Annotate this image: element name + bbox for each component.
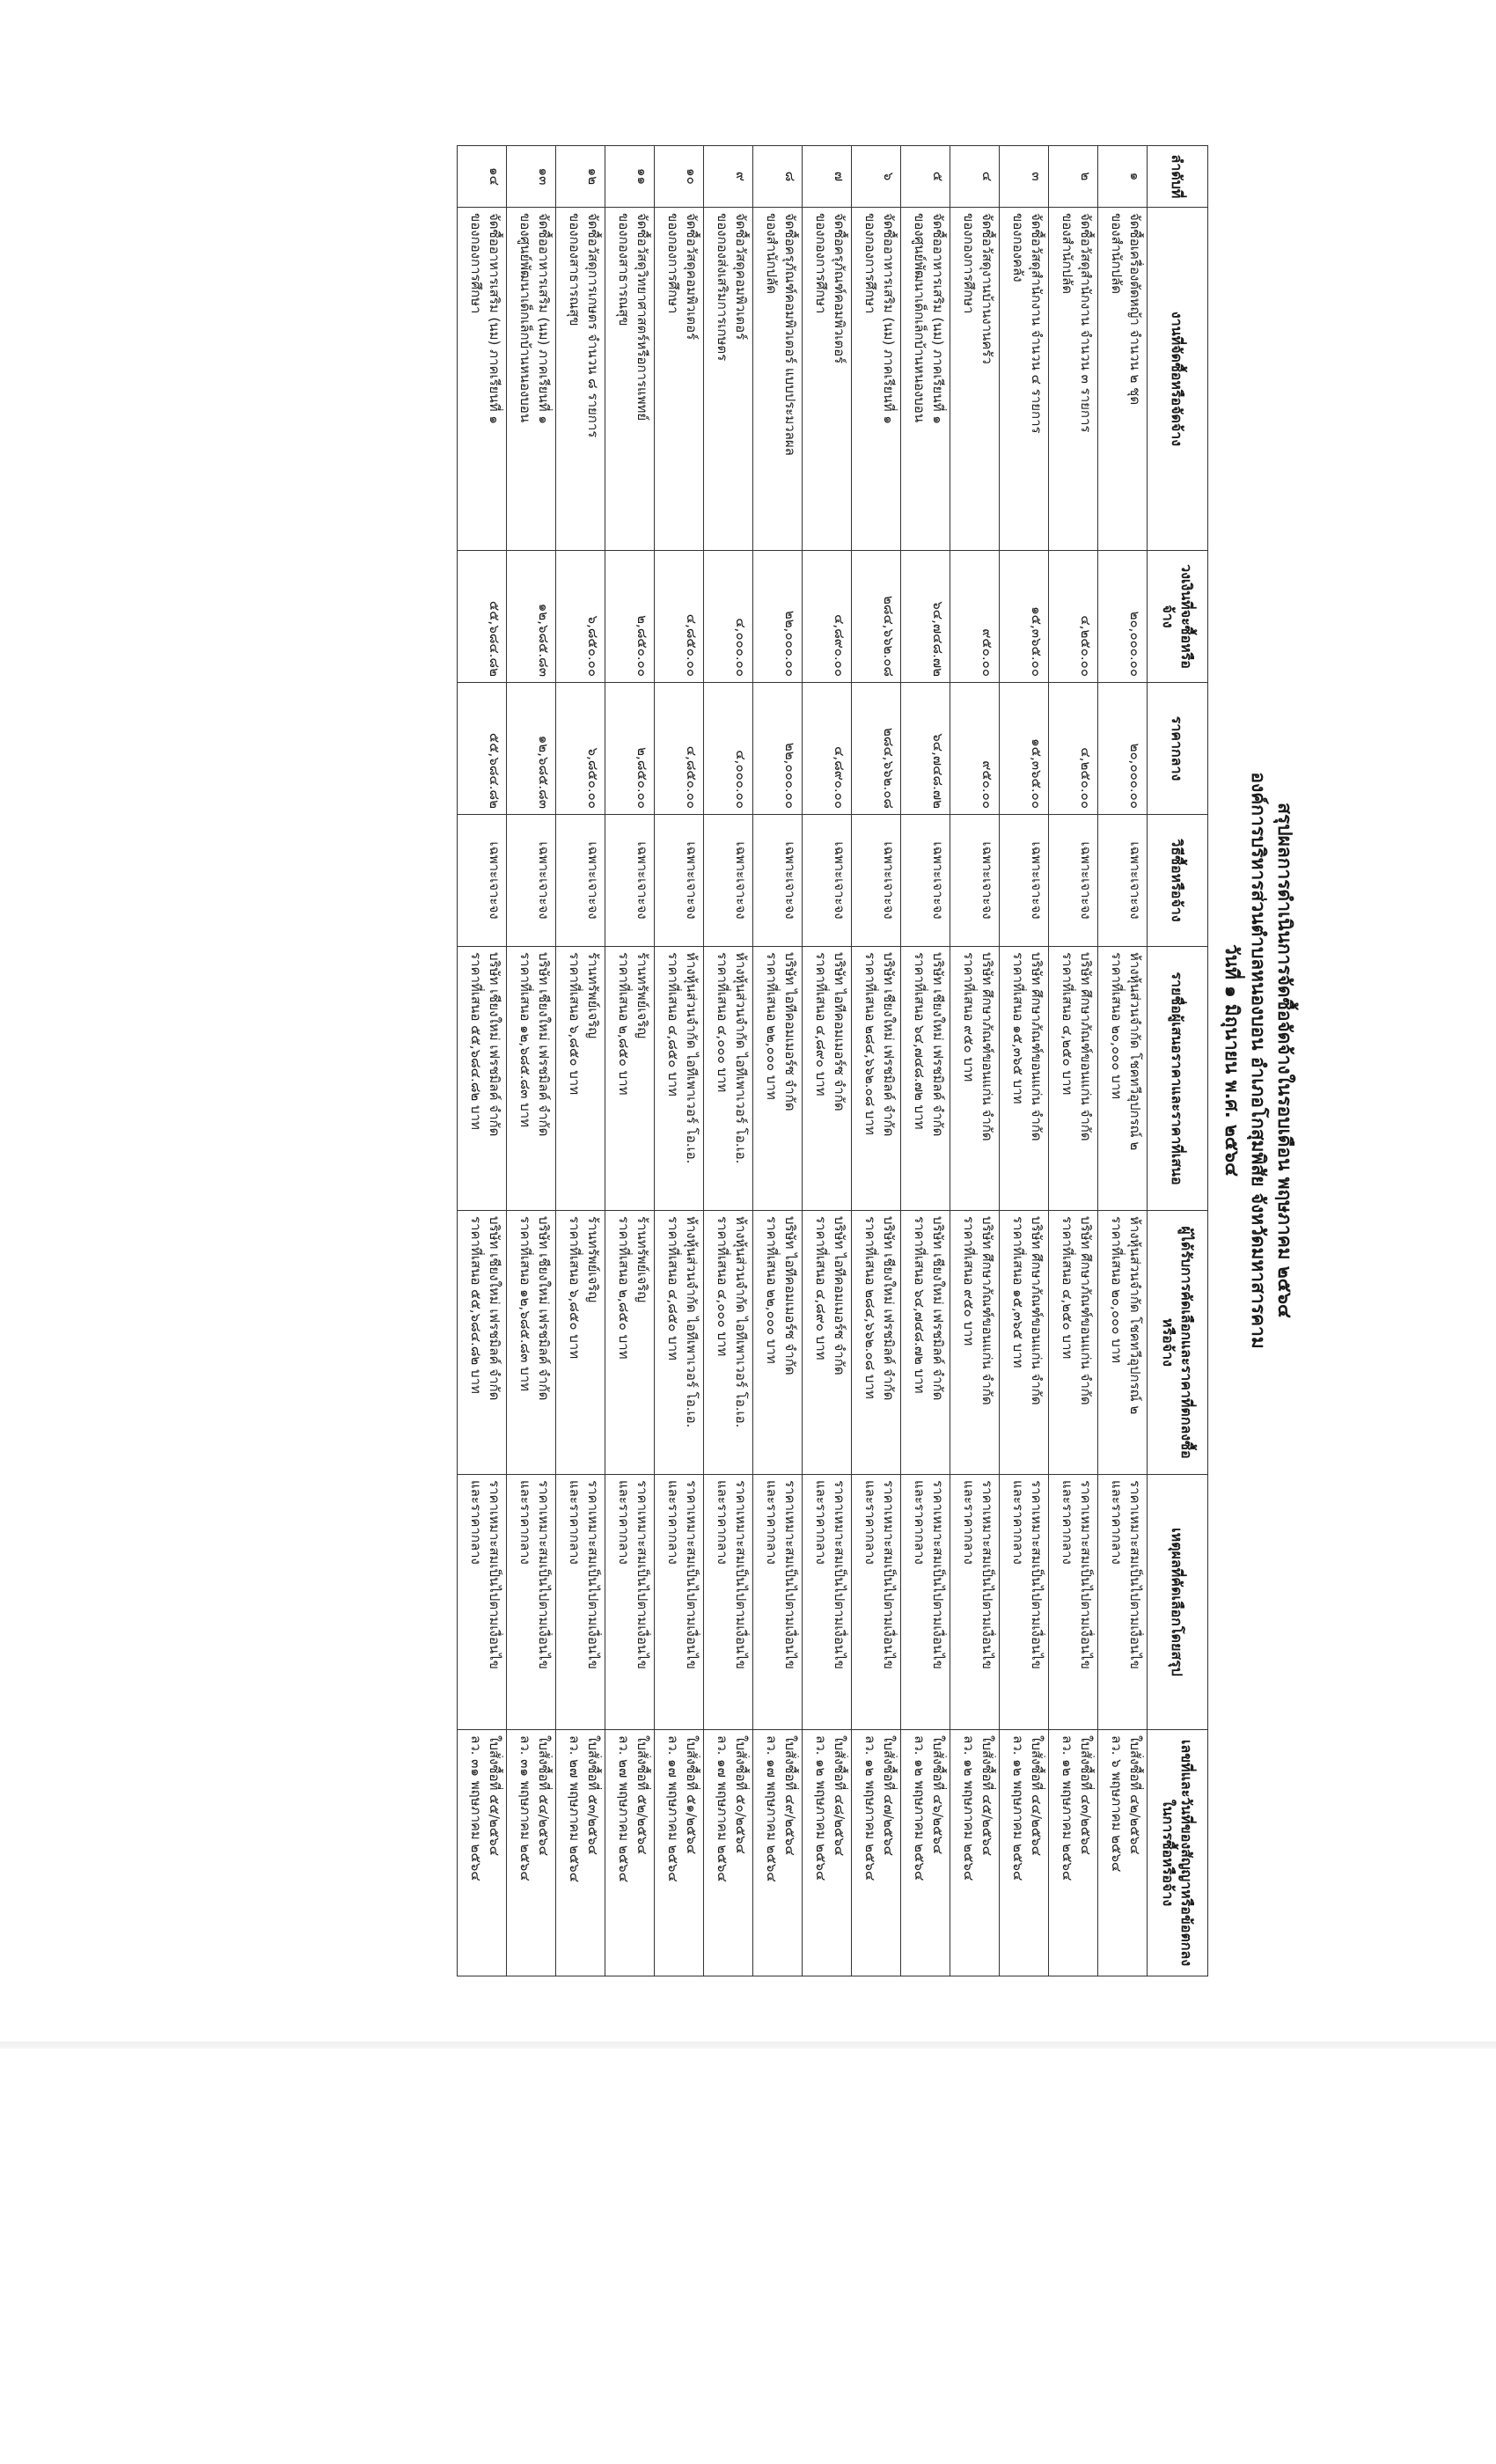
- procurement-item-line: จัดซื้อครุภัณฑ์คอมพิวเตอร์: [832, 213, 847, 364]
- contract-reference-line: ใบสั่งซื้อที่ ๔๖/๒๕๖๔: [930, 1735, 946, 1855]
- contract-reference: [1049, 1730, 1098, 1976]
- contract-reference-line: ใบสั่งซื้อที่ ๕๕/๒๕๖๔: [487, 1735, 502, 1857]
- selection-reason-line: ราคาเหมาะสมเป็นไปตามเงื่อนไข: [585, 1480, 601, 1669]
- selected-vendor-line: ราคาที่เสนอ ๔,๘๕๐ บาท: [665, 1216, 681, 1360]
- bidder-and-price-line: ห้างหุ้นส่วนจำกัด โชคทวีอุปกรณ์ ๒: [1127, 952, 1143, 1151]
- bidder-and-price: [753, 947, 803, 1211]
- selection-reason-line: ราคาเหมาะสมเป็นไปตามเงื่อนไข: [782, 1480, 798, 1669]
- contract-reference: [655, 1730, 704, 1976]
- selected-vendor-line: ห้างหุ้นส่วนจำกัด ไอทีเพาเวอร์ โอ.เอ.: [733, 1216, 749, 1428]
- selected-vendor-line: ราคาที่เสนอ ๕๕,๖๘๔.๘๒ บาท: [468, 1216, 484, 1394]
- bidder-and-price-line: บริษัท ไอทีคอมเมอร์ซ จำกัด: [782, 952, 798, 1111]
- contract-reference-line: ใบสั่งซื้อที่ ๕๔/๒๕๖๔: [536, 1735, 552, 1857]
- selection-reason-line: ราคาเหมาะสมเป็นไปตามเงื่อนไข: [979, 1480, 995, 1669]
- procurement-item: [950, 208, 1000, 551]
- median-price: ๔,๐๐๐.๐๐: [704, 683, 753, 815]
- bidder-and-price-line: บริษัท เชียงใหม่ เฟรชมิลค์ จำกัด: [487, 952, 502, 1137]
- selection-reason: [753, 1475, 803, 1730]
- contract-reference-line: ใบสั่งซื้อที่ ๕๑/๒๕๖๔: [684, 1735, 700, 1855]
- table-row: [852, 146, 901, 1976]
- bidder-and-price: [901, 947, 950, 1211]
- procurement-item-line: จัดซื้อครุภัณฑ์คอมพิวเตอร์ แบบประมวลผล: [782, 213, 798, 456]
- contract-reference-line: ลว. ๒๗ พฤษภาคม ๒๕๖๔: [567, 1735, 583, 1883]
- contract-reference: [556, 1730, 605, 1976]
- table-row: [1000, 146, 1049, 1976]
- table-row: [1049, 146, 1098, 1976]
- median-price: ๕๕,๖๘๔.๘๒: [458, 683, 507, 815]
- selection-reason-line: ราคาเหมาะสมเป็นไปตามเงื่อนไข: [634, 1480, 650, 1669]
- col-header-median-price: ราคากลาง: [1148, 683, 1208, 815]
- contract-reference-line: ลว. ๓๑ พฤษภาคม ๒๕๖๔: [468, 1735, 484, 1881]
- selection-reason: [655, 1475, 704, 1730]
- selected-vendor: [507, 1211, 556, 1475]
- procurement-item-line: ของกองส่งเสริมการเกษตร: [715, 213, 730, 362]
- contract-reference: [704, 1730, 753, 1976]
- procurement-item-line: จัดซื้อวัสดุวิทยาศาสตร์หรือการแพทย์: [634, 213, 650, 422]
- contract-reference-line: ลว. ๑๒ พฤษภาคม ๒๕๖๔: [1060, 1735, 1075, 1881]
- procurement-item-line: ของกองการศึกษา: [665, 213, 681, 314]
- selection-reason: [458, 1475, 507, 1730]
- procurement-method: เฉพาะเจาะจง: [1000, 815, 1049, 947]
- selected-vendor-line: ราคาที่เสนอ ๔,๐๐๐ บาท: [715, 1216, 730, 1357]
- table-row: [1098, 146, 1148, 1976]
- col-header-method: วิธีซื้อหรือจ้าง: [1148, 815, 1208, 947]
- procurement-item-line: ของกองการศึกษา: [961, 213, 977, 314]
- bidder-and-price-line: บริษัท ศึกษาภัณฑ์ขอนแก่น จำกัด: [1078, 952, 1094, 1141]
- procurement-item-line: จัดซื้ออาหารเสริม (นม) ภาคเรียนที่ ๑: [881, 213, 897, 424]
- table-row: [556, 146, 605, 1976]
- bidder-and-price-line: ราคาที่เสนอ ๖๔,๗๔๘.๗๒ บาท: [912, 952, 928, 1130]
- budget-amount: ๔,๐๐๐.๐๐: [704, 551, 753, 683]
- bidder-and-price-line: บริษัท เชียงใหม่ เฟรชมิลค์ จำกัด: [536, 952, 552, 1137]
- bidder-and-price-line: ราคาที่เสนอ ๙๕๐ บาท: [961, 952, 977, 1082]
- contract-reference-line: ใบสั่งซื้อที่ ๕๓/๒๕๖๔: [585, 1735, 601, 1855]
- selected-vendor-line: บริษัท ไอทีคอมเมอร์ซ จำกัด: [782, 1216, 798, 1375]
- procurement-item-line: ของกองการศึกษา: [468, 213, 484, 314]
- procurement-item: [605, 208, 655, 551]
- row-number: ๔: [950, 146, 1000, 208]
- contract-reference: [507, 1730, 556, 1976]
- selection-reason-line: และราคากลาง: [616, 1480, 632, 1565]
- procurement-item: [803, 208, 852, 551]
- contract-reference-line: ลว. ๓๑ พฤษภาคม ๒๕๖๔: [517, 1735, 533, 1881]
- procurement-method: เฉพาะเจาะจง: [605, 815, 655, 947]
- selection-reason: [507, 1475, 556, 1730]
- table-body: [458, 146, 1148, 1976]
- selected-vendor: [753, 1211, 803, 1475]
- table-row: [605, 146, 655, 1976]
- budget-amount: ๑๕,๓๖๕.๐๐: [1000, 551, 1049, 683]
- selection-reason-line: ราคาเหมาะสมเป็นไปตามเงื่อนไข: [1127, 1480, 1143, 1669]
- contract-reference-line: ใบสั่งซื้อที่ ๔๘/๒๕๖๔: [832, 1735, 847, 1857]
- selection-reason-line: และราคากลาง: [715, 1480, 730, 1565]
- selection-reason: [950, 1475, 1000, 1730]
- contract-reference-line: ใบสั่งซื้อที่ ๔๗/๒๕๖๔: [881, 1735, 897, 1856]
- selected-vendor: [950, 1211, 1000, 1475]
- bidder-and-price-line: ราคาที่เสนอ ๒๘๔,๖๖๒.๐๘ บาท: [862, 952, 878, 1135]
- contract-reference: [458, 1730, 507, 1976]
- selection-reason-line: และราคากลาง: [912, 1480, 928, 1565]
- budget-amount: ๖๔,๗๔๘.๗๒: [901, 551, 950, 683]
- bidder-and-price-line: ราคาที่เสนอ ๔,๐๐๐ บาท: [715, 952, 730, 1093]
- selected-vendor-line: ราคาที่เสนอ ๔,๘๙๐ บาท: [813, 1216, 829, 1360]
- contract-reference-line: ลว. ๖ พฤษภาคม ๒๕๖๔: [1109, 1735, 1125, 1873]
- contract-reference-line: ใบสั่งซื้อที่ ๔๓/๒๕๖๔: [1078, 1735, 1094, 1855]
- budget-amount: ๒๐,๐๐๐.๐๐: [1098, 551, 1148, 683]
- procurement-item-line: ของสำนักปลัด: [764, 213, 780, 294]
- procurement-method: เฉพาะเจาะจง: [458, 815, 507, 947]
- budget-amount: ๔,๒๕๐.๐๐: [1049, 551, 1098, 683]
- selection-reason-line: ราคาเหมาะสมเป็นไปตามเงื่อนไข: [684, 1480, 700, 1669]
- selection-reason-line: ราคาเหมาะสมเป็นไปตามเงื่อนไข: [1078, 1480, 1094, 1669]
- selected-vendor-line: ราคาที่เสนอ ๙๕๐ บาท: [961, 1216, 977, 1346]
- procurement-item-line: จัดซื้อวัสดุสำนักงาน จำนวน ๔ รายการ: [1029, 213, 1045, 434]
- procurement-item-line: จัดซื้ออาหารเสริม (นม) ภาคเรียนที่ ๑: [487, 213, 502, 424]
- procurement-item-line: จัดซื้ออาหารเสริม (นม) ภาคเรียนที่ ๑: [536, 213, 552, 424]
- procurement-item-line: ของกองสาธารณสุข: [567, 213, 583, 326]
- selection-reason-line: ราคาเหมาะสมเป็นไปตามเงื่อนไข: [733, 1480, 749, 1669]
- contract-reference: [753, 1730, 803, 1976]
- contract-reference-line: ใบสั่งซื้อที่ ๔๔/๒๕๖๔: [1029, 1735, 1045, 1857]
- rotated-document-page: [198, 145, 1298, 1976]
- bidder-and-price: [852, 947, 901, 1211]
- contract-reference: [1098, 1730, 1148, 1976]
- selected-vendor-line: ห้างหุ้นส่วนจำกัด ไอทีเพาเวอร์ โอ.เอ.: [684, 1216, 700, 1428]
- procurement-item: [458, 208, 507, 551]
- row-number: ๑๒: [556, 146, 605, 208]
- bidder-and-price-line: ราคาที่เสนอ ๒๒,๐๐๐ บาท: [764, 952, 780, 1100]
- col-header-item: งานที่จัดซื้อหรือจัดจ้าง: [1148, 208, 1208, 551]
- selection-reason: [704, 1475, 753, 1730]
- selected-vendor-line: บริษัท ศึกษาภัณฑ์ขอนแก่น จำกัด: [1029, 1216, 1045, 1405]
- budget-amount: ๒๒,๐๐๐.๐๐: [753, 551, 803, 683]
- bidder-and-price-line: ห้างหุ้นส่วนจำกัด ไอทีเพาเวอร์ โอ.เอ.: [733, 952, 749, 1164]
- bidder-and-price-line: บริษัท ไอทีคอมเมอร์ซ จำกัด: [832, 952, 847, 1111]
- procurement-method: เฉพาะเจาะจง: [655, 815, 704, 947]
- selected-vendor: [1098, 1211, 1148, 1475]
- col-header-budget: วงเงินที่จะซื้อหรือจ้าง: [1148, 551, 1208, 683]
- scan-edge-shadow: [0, 2042, 1496, 2049]
- selected-vendor: [1000, 1211, 1049, 1475]
- selected-vendor-line: ราคาที่เสนอ ๒๘๔,๖๖๒.๐๘ บาท: [862, 1216, 878, 1399]
- organization-name: องค์การบริหารส่วนตำบลหนองบอน อำเภอโกสุมพิสัย จังหวัดมหาสารคาม: [1248, 772, 1269, 1349]
- col-header-winner: ผู้ได้รับการคัดเลือกและราคาที่ตกลงซื้อหรือจ้าง: [1148, 1211, 1208, 1475]
- selection-reason-line: และราคากลาง: [1109, 1480, 1125, 1565]
- procurement-method: เฉพาะเจาะจง: [753, 815, 803, 947]
- bidder-and-price-line: บริษัท ศึกษาภัณฑ์ขอนแก่น จำกัด: [979, 952, 995, 1141]
- bidder-and-price: [1000, 947, 1049, 1211]
- row-number: ๑๔: [458, 146, 507, 208]
- contract-reference: [605, 1730, 655, 1976]
- procurement-item-line: ของกองการศึกษา: [813, 213, 829, 314]
- selected-vendor-line: บริษัท เชียงใหม่ เฟรชมิลค์ จำกัด: [536, 1216, 552, 1401]
- contract-reference-line: ลว. ๑๗ พฤษภาคม ๒๕๖๔: [715, 1735, 730, 1882]
- contract-reference-line: ลว. ๑๗ พฤษภาคม ๒๕๖๔: [665, 1735, 681, 1882]
- table-row: [655, 146, 704, 1976]
- selected-vendor-line: บริษัท ศึกษาภัณฑ์ขอนแก่น จำกัด: [1078, 1216, 1094, 1405]
- selection-reason-line: และราคากลาง: [468, 1480, 484, 1565]
- bidder-and-price: [704, 947, 753, 1211]
- selected-vendor-line: ราคาที่เสนอ ๑๒,๖๘๕.๘๓ บาท: [517, 1216, 533, 1391]
- contract-reference-line: ลว. ๑๒ พฤษภาคม ๒๕๖๔: [862, 1735, 878, 1881]
- row-number: ๖: [852, 146, 901, 208]
- procurement-method: เฉพาะเจาะจง: [704, 815, 753, 947]
- selection-reason-line: และราคากลาง: [764, 1480, 780, 1565]
- bidder-and-price: [507, 947, 556, 1211]
- bidder-and-price-line: ราคาที่เสนอ ๕๕,๖๘๔.๘๒ บาท: [468, 952, 484, 1130]
- procurement-method: เฉพาะเจาะจง: [950, 815, 1000, 947]
- selected-vendor-line: ราคาที่เสนอ ๔,๒๕๐ บาท: [1060, 1216, 1075, 1360]
- selection-reason: [803, 1475, 852, 1730]
- row-number: ๘: [753, 146, 803, 208]
- selection-reason-line: และราคากลาง: [813, 1480, 829, 1565]
- contract-reference-line: ลว. ๒๗ พฤษภาคม ๒๕๖๔: [616, 1735, 632, 1883]
- document-header: [1219, 145, 1298, 1976]
- selected-vendor: [458, 1211, 507, 1475]
- selection-reason: [605, 1475, 655, 1730]
- procurement-item-line: ของกองสาธารณสุข: [616, 213, 632, 326]
- bidder-and-price-line: ราคาที่เสนอ ๑๒,๖๘๕.๘๓ บาท: [517, 952, 533, 1127]
- procurement-item-line: ของสำนักปลัด: [1109, 213, 1125, 294]
- budget-amount: ๖,๘๕๐.๐๐: [556, 551, 605, 683]
- bidder-and-price: [803, 947, 852, 1211]
- procurement-item-line: ของศูนย์พัฒนาเด็กเล็กบ้านหนองบอน: [517, 213, 533, 423]
- row-number: ๒: [1049, 146, 1098, 208]
- median-price: ๖๔,๗๔๘.๗๒: [901, 683, 950, 815]
- selection-reason-line: ราคาเหมาะสมเป็นไปตามเงื่อนไข: [881, 1480, 897, 1669]
- budget-amount: ๔,๘๕๐.๐๐: [655, 551, 704, 683]
- table-row: [507, 146, 556, 1976]
- selected-vendor-line: ราคาที่เสนอ ๖๔,๗๔๘.๗๒ บาท: [912, 1216, 928, 1394]
- contract-reference: [852, 1730, 901, 1976]
- selected-vendor-line: ร้านทรัพย์เจริญ: [585, 1216, 601, 1303]
- bidder-and-price: [1098, 947, 1148, 1211]
- table-row: [803, 146, 852, 1976]
- row-number: ๑๑: [605, 146, 655, 208]
- selection-reason: [852, 1475, 901, 1730]
- table-header-row: [1148, 146, 1208, 1976]
- document-date: วันที่ ๑ มิถุนายน พ.ศ. ๒๕๖๔: [1221, 943, 1243, 1177]
- procurement-item-line: จัดซื้อเครื่องตัดหญ้า จำนวน ๒ ชุด: [1127, 213, 1143, 406]
- table-row: [950, 146, 1000, 1976]
- procurement-item-line: จัดซื้อวัสดุคอมพิวเตอร์: [684, 213, 700, 341]
- bidder-and-price-line: บริษัท เชียงใหม่ เฟรชมิลค์ จำกัด: [930, 952, 946, 1137]
- procurement-method: เฉพาะเจาะจง: [1049, 815, 1098, 947]
- selection-reason-line: และราคากลาง: [961, 1480, 977, 1565]
- procurement-item: [507, 208, 556, 551]
- procurement-method: เฉพาะเจาะจง: [1098, 815, 1148, 947]
- bidder-and-price-line: ราคาที่เสนอ ๒,๘๕๐ บาท: [616, 952, 632, 1096]
- median-price: ๔,๘๙๐.๐๐: [803, 683, 852, 815]
- contract-reference-line: ลว. ๑๒ พฤษภาคม ๒๕๖๔: [912, 1735, 928, 1881]
- bidder-and-price: [605, 947, 655, 1211]
- selection-reason: [901, 1475, 950, 1730]
- budget-amount: ๕๕,๖๘๔.๘๒: [458, 551, 507, 683]
- procurement-item-line: ของกองการศึกษา: [862, 213, 878, 314]
- contract-reference-line: ลว. ๑๒ พฤษภาคม ๒๕๖๔: [813, 1735, 829, 1881]
- bidder-and-price: [655, 947, 704, 1211]
- selected-vendor-line: บริษัท เชียงใหม่ เฟรชมิลค์ จำกัด: [487, 1216, 502, 1401]
- selected-vendor: [605, 1211, 655, 1475]
- table-row: [901, 146, 950, 1976]
- bidder-and-price-line: ร้านทรัพย์เจริญ: [634, 952, 650, 1039]
- selection-reason-line: ราคาเหมาะสมเป็นไปตามเงื่อนไข: [1029, 1480, 1045, 1669]
- contract-reference-line: ใบสั่งซื้อที่ ๔๕/๒๕๖๔: [979, 1735, 995, 1857]
- selected-vendor-line: ร้านทรัพย์เจริญ: [634, 1216, 650, 1303]
- bidder-and-price-line: ราคาที่เสนอ ๒๐,๐๐๐ บาท: [1109, 952, 1125, 1100]
- contract-reference-line: ใบสั่งซื้อที่ ๕๐/๒๕๖๔: [733, 1735, 749, 1854]
- median-price: ๔,๒๕๐.๐๐: [1049, 683, 1098, 815]
- selection-reason: [1049, 1475, 1098, 1730]
- table-row: [753, 146, 803, 1976]
- procurement-item-line: จัดซื้อวัสดุงานบ้านงานครัว: [979, 213, 995, 364]
- bidder-and-price-line: ห้างหุ้นส่วนจำกัด ไอทีเพาเวอร์ โอ.เอ.: [684, 952, 700, 1164]
- median-price: ๒,๘๕๐.๐๐: [605, 683, 655, 815]
- selected-vendor-line: ราคาที่เสนอ ๒๒,๐๐๐ บาท: [764, 1216, 780, 1364]
- selection-reason: [1098, 1475, 1148, 1730]
- budget-amount: ๒,๘๕๐.๐๐: [605, 551, 655, 683]
- procurement-table: [457, 145, 1208, 1976]
- row-number: ๓: [1000, 146, 1049, 208]
- col-header-bidders: รายชื่อผู้เสนอราคาและราคาที่เสนอ: [1148, 947, 1208, 1211]
- budget-amount: ๙๕๐.๐๐: [950, 551, 1000, 683]
- budget-amount: ๑๒,๖๘๕.๘๓: [507, 551, 556, 683]
- selected-vendor: [704, 1211, 753, 1475]
- selection-reason-line: และราคากลาง: [517, 1480, 533, 1565]
- procurement-item: [556, 208, 605, 551]
- contract-reference-line: ใบสั่งซื้อที่ ๔๙/๒๕๖๔: [782, 1735, 798, 1856]
- selection-reason-line: และราคากลาง: [567, 1480, 583, 1565]
- selected-vendor-line: ห้างหุ้นส่วนจำกัด โชคทวีอุปกรณ์ ๒: [1127, 1216, 1143, 1415]
- procurement-method: เฉพาะเจาะจง: [803, 815, 852, 947]
- selection-reason-line: และราคากลาง: [862, 1480, 878, 1565]
- selection-reason-line: ราคาเหมาะสมเป็นไปตามเงื่อนไข: [930, 1480, 946, 1669]
- selected-vendor-line: บริษัท เชียงใหม่ เฟรชมิลค์ จำกัด: [881, 1216, 897, 1401]
- median-price: ๙๕๐.๐๐: [950, 683, 1000, 815]
- median-price: ๒๐,๐๐๐.๐๐: [1098, 683, 1148, 815]
- selection-reason-line: ราคาเหมาะสมเป็นไปตามเงื่อนไข: [536, 1480, 552, 1669]
- selected-vendor-line: บริษัท ไอทีคอมเมอร์ซ จำกัด: [832, 1216, 847, 1375]
- contract-reference-line: ลว. ๑๒ พฤษภาคม ๒๕๖๔: [961, 1735, 977, 1881]
- procurement-item-line: ของกองคลัง: [1010, 213, 1026, 282]
- budget-amount: ๔,๘๙๐.๐๐: [803, 551, 852, 683]
- procurement-item: [1098, 208, 1148, 551]
- bidder-and-price-line: ราคาที่เสนอ ๔,๒๕๐ บาท: [1060, 952, 1075, 1096]
- bidder-and-price-line: บริษัท ศึกษาภัณฑ์ขอนแก่น จำกัด: [1029, 952, 1045, 1141]
- procurement-item: [852, 208, 901, 551]
- median-price: ๖,๘๕๐.๐๐: [556, 683, 605, 815]
- procurement-item: [1000, 208, 1049, 551]
- bidder-and-price-line: บริษัท เชียงใหม่ เฟรชมิลค์ จำกัด: [881, 952, 897, 1137]
- row-number: ๑๐: [655, 146, 704, 208]
- selected-vendor-line: ราคาที่เสนอ ๒,๘๕๐ บาท: [616, 1216, 632, 1360]
- procurement-method: เฉพาะเจาะจง: [901, 815, 950, 947]
- selection-reason-line: และราคากลาง: [665, 1480, 681, 1565]
- selected-vendor-line: บริษัท ศึกษาภัณฑ์ขอนแก่น จำกัด: [979, 1216, 995, 1405]
- selection-reason-line: ราคาเหมาะสมเป็นไปตามเงื่อนไข: [832, 1480, 847, 1669]
- median-price: ๒๒,๐๐๐.๐๐: [753, 683, 803, 815]
- procurement-method: เฉพาะเจาะจง: [556, 815, 605, 947]
- contract-reference-line: ใบสั่งซื้อที่ ๕๒/๒๕๖๔: [634, 1735, 650, 1855]
- contract-reference: [803, 1730, 852, 1976]
- procurement-item-line: จัดซื้ออาหารเสริม (นม) ภาคเรียนที่ ๑: [930, 213, 946, 424]
- selected-vendor-line: ราคาที่เสนอ ๑๕,๓๖๕ บาท: [1010, 1216, 1026, 1368]
- bidder-and-price: [950, 947, 1000, 1211]
- selected-vendor: [901, 1211, 950, 1475]
- procurement-item-line: ของสำนักปลัด: [1060, 213, 1075, 294]
- bidder-and-price-line: ราคาที่เสนอ ๔,๘๕๐ บาท: [665, 952, 681, 1096]
- contract-reference: [1000, 1730, 1049, 1976]
- bidder-and-price: [556, 947, 605, 1211]
- selected-vendor: [1049, 1211, 1098, 1475]
- selected-vendor-line: ราคาที่เสนอ ๒๐,๐๐๐ บาท: [1109, 1216, 1125, 1364]
- selection-reason-line: และราคากลาง: [1010, 1480, 1026, 1565]
- selected-vendor: [852, 1211, 901, 1475]
- col-header-reason: เหตุผลที่คัดเลือกโดยสรุป: [1148, 1475, 1208, 1730]
- procurement-item-line: จัดซื้อวัสดุสำนักงาน จำนวน ๓ รายการ: [1078, 213, 1094, 433]
- median-price: ๒๘๔,๖๖๒.๐๘: [852, 683, 901, 815]
- contract-reference-line: ใบสั่งซื้อที่ ๔๒/๒๕๖๔: [1127, 1735, 1143, 1855]
- bidder-and-price-line: ราคาที่เสนอ ๔,๘๙๐ บาท: [813, 952, 829, 1096]
- median-price: ๑๒,๖๘๕.๘๓: [507, 683, 556, 815]
- selected-vendor-line: บริษัท เชียงใหม่ เฟรชมิลค์ จำกัด: [930, 1216, 946, 1401]
- selected-vendor: [556, 1211, 605, 1475]
- procurement-method: เฉพาะเจาะจง: [852, 815, 901, 947]
- selection-reason-line: และราคากลาง: [1060, 1480, 1075, 1565]
- median-price: ๔,๘๕๐.๐๐: [655, 683, 704, 815]
- row-number: ๕: [901, 146, 950, 208]
- procurement-item-line: จัดซื้อวัสดุคอมพิวเตอร์: [733, 213, 749, 341]
- row-number: ๙: [704, 146, 753, 208]
- row-number: ๑๓: [507, 146, 556, 208]
- procurement-item: [1049, 208, 1098, 551]
- procurement-item-line: ของศูนย์พัฒนาเด็กเล็กบ้านหนองบอน: [912, 213, 928, 423]
- selection-reason-line: ราคาเหมาะสมเป็นไปตามเงื่อนไข: [487, 1480, 502, 1669]
- row-number: ๑: [1098, 146, 1148, 208]
- selected-vendor: [803, 1211, 852, 1475]
- contract-reference-line: ลว. ๑๗ พฤษภาคม ๒๕๖๔: [764, 1735, 780, 1882]
- median-price: ๑๕,๓๖๕.๐๐: [1000, 683, 1049, 815]
- bidder-and-price-line: ร้านทรัพย์เจริญ: [585, 952, 601, 1039]
- procurement-item: [704, 208, 753, 551]
- bidder-and-price-line: ราคาที่เสนอ ๑๕,๓๖๕ บาท: [1010, 952, 1026, 1104]
- table-row: [704, 146, 753, 1976]
- selection-reason: [1000, 1475, 1049, 1730]
- row-number: ๗: [803, 146, 852, 208]
- procurement-item-line: จัดซื้อวัสดุการเกษตร จำนวน ๘ รายการ: [585, 213, 601, 438]
- col-header-no: ลำดับที่: [1148, 146, 1208, 208]
- bidder-and-price-line: ราคาที่เสนอ ๖,๘๕๐ บาท: [567, 952, 583, 1096]
- table-row: [458, 146, 507, 1976]
- procurement-item: [655, 208, 704, 551]
- contract-reference: [901, 1730, 950, 1976]
- contract-reference: [950, 1730, 1000, 1976]
- budget-amount: ๒๘๔,๖๖๒.๐๘: [852, 551, 901, 683]
- procurement-item: [901, 208, 950, 551]
- procurement-item: [753, 208, 803, 551]
- document-title: สรุปผลการดำเนินการจัดซื้อจัดจ้างในรอบเดือน พฤษภาคม ๒๕๖๔: [1274, 803, 1295, 1318]
- selected-vendor-line: ราคาที่เสนอ ๖,๘๕๐ บาท: [567, 1216, 583, 1360]
- contract-reference-line: ลว. ๑๒ พฤษภาคม ๒๕๖๔: [1010, 1735, 1026, 1881]
- selected-vendor: [655, 1211, 704, 1475]
- selection-reason: [556, 1475, 605, 1730]
- col-header-contract: เลขที่และวันที่ของสัญญาหรือข้อตกลงในการซื้อหรือจ้าง: [1148, 1730, 1208, 1976]
- bidder-and-price: [1049, 947, 1098, 1211]
- procurement-method: เฉพาะเจาะจง: [507, 815, 556, 947]
- bidder-and-price: [458, 947, 507, 1211]
